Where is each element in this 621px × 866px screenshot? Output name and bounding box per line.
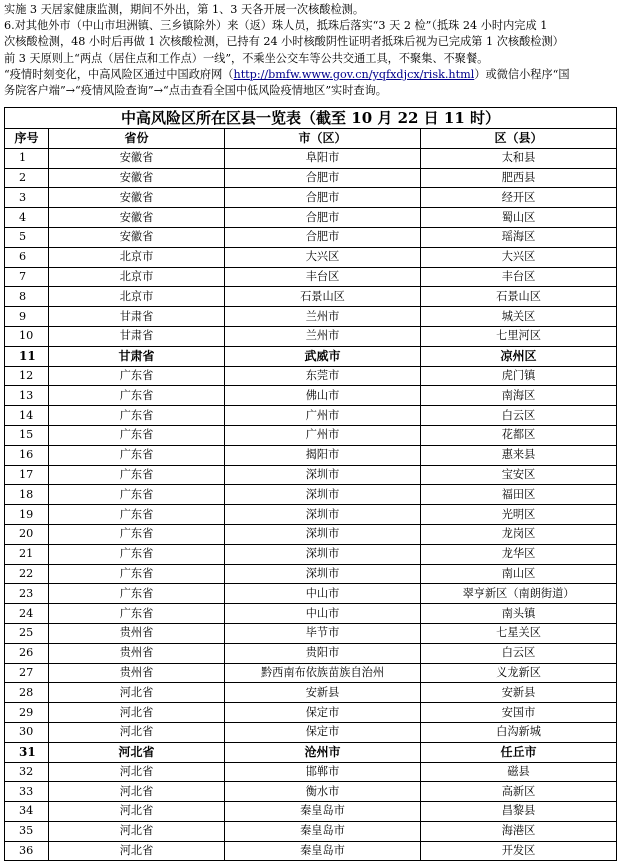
cell-province: 甘肃省 bbox=[49, 326, 225, 346]
cell-province: 贵州省 bbox=[49, 643, 225, 663]
cell-city: 深圳市 bbox=[225, 544, 421, 564]
cell-province: 广东省 bbox=[49, 604, 225, 624]
cell-index: 26 bbox=[5, 643, 49, 663]
cell-city: 毕节市 bbox=[225, 623, 421, 643]
cell-province: 北京市 bbox=[49, 267, 225, 287]
cell-district: 凉州区 bbox=[421, 346, 617, 366]
cell-district: 开发区 bbox=[421, 841, 617, 861]
cell-index: 29 bbox=[5, 703, 49, 723]
table-row bbox=[5, 227, 617, 247]
cell-district: 瑶海区 bbox=[421, 227, 617, 247]
cell-city: 深圳市 bbox=[225, 505, 421, 525]
cell-district: 蜀山区 bbox=[421, 208, 617, 228]
cell-province: 广东省 bbox=[49, 406, 225, 426]
cell-city: 广州市 bbox=[225, 406, 421, 426]
cell-index: 34 bbox=[5, 802, 49, 822]
cell-district: 石景山区 bbox=[421, 287, 617, 307]
table-row bbox=[5, 584, 617, 604]
table-body bbox=[5, 148, 617, 861]
cell-city: 深圳市 bbox=[225, 564, 421, 584]
cell-index: 32 bbox=[5, 762, 49, 782]
cell-province: 河北省 bbox=[49, 762, 225, 782]
cell-city: 丰台区 bbox=[225, 267, 421, 287]
cell-city: 合肥市 bbox=[225, 188, 421, 208]
table-row bbox=[5, 346, 617, 366]
cell-district: 南头镇 bbox=[421, 604, 617, 624]
cell-city: 安新县 bbox=[225, 683, 421, 703]
cell-province: 安徽省 bbox=[49, 168, 225, 188]
cell-province: 河北省 bbox=[49, 782, 225, 802]
cell-index: 11 bbox=[5, 346, 49, 366]
table-row bbox=[5, 485, 617, 505]
risk-query-link[interactable]: http://bmfw.www.gov.cn/yqfxdjcx/risk.html bbox=[233, 67, 475, 81]
table-row bbox=[5, 445, 617, 465]
cell-index: 9 bbox=[5, 307, 49, 327]
table-row bbox=[5, 386, 617, 406]
cell-city: 邯郸市 bbox=[225, 762, 421, 782]
cell-province: 河北省 bbox=[49, 722, 225, 742]
cell-city: 阜阳市 bbox=[225, 148, 421, 168]
cell-index: 20 bbox=[5, 524, 49, 544]
cell-index: 27 bbox=[5, 663, 49, 683]
header-province: 省份 bbox=[49, 129, 225, 149]
cell-district: 光明区 bbox=[421, 505, 617, 525]
cell-district: 白云区 bbox=[421, 406, 617, 426]
cell-province: 河北省 bbox=[49, 802, 225, 822]
cell-index: 14 bbox=[5, 406, 49, 426]
intro-text bbox=[4, 2, 616, 99]
cell-district: 安国市 bbox=[421, 703, 617, 723]
cell-city: 衡水市 bbox=[225, 782, 421, 802]
table-row bbox=[5, 604, 617, 624]
table-row bbox=[5, 168, 617, 188]
cell-index: 3 bbox=[5, 188, 49, 208]
cell-index: 2 bbox=[5, 168, 49, 188]
cell-index: 16 bbox=[5, 445, 49, 465]
cell-district: 高新区 bbox=[421, 782, 617, 802]
header-index: 序号 bbox=[5, 129, 49, 149]
table-row bbox=[5, 307, 617, 327]
cell-index: 8 bbox=[5, 287, 49, 307]
table-row bbox=[5, 683, 617, 703]
table-row bbox=[5, 564, 617, 584]
table-row bbox=[5, 663, 617, 683]
cell-city: 大兴区 bbox=[225, 247, 421, 267]
cell-district: 宝安区 bbox=[421, 465, 617, 485]
cell-district: 虎门镇 bbox=[421, 366, 617, 386]
cell-index: 19 bbox=[5, 505, 49, 525]
cell-district: 白沟新城 bbox=[421, 722, 617, 742]
table-row bbox=[5, 821, 617, 841]
cell-district: 经开区 bbox=[421, 188, 617, 208]
cell-province: 广东省 bbox=[49, 366, 225, 386]
cell-index: 15 bbox=[5, 425, 49, 445]
cell-province: 贵州省 bbox=[49, 623, 225, 643]
cell-district: 福田区 bbox=[421, 485, 617, 505]
cell-district: 龙岗区 bbox=[421, 524, 617, 544]
cell-index: 4 bbox=[5, 208, 49, 228]
cell-district: 惠来县 bbox=[421, 445, 617, 465]
cell-index: 6 bbox=[5, 247, 49, 267]
table-row bbox=[5, 287, 617, 307]
cell-province: 河北省 bbox=[49, 841, 225, 861]
cell-province: 广东省 bbox=[49, 465, 225, 485]
intro-line: 务院客户端”→“疫情风险查询”→“点击查看全国中低风险疫情地区”实时查询。 bbox=[4, 84, 387, 98]
cell-district: 白云区 bbox=[421, 643, 617, 663]
table-header-row bbox=[5, 129, 617, 149]
table-row bbox=[5, 722, 617, 742]
table-row bbox=[5, 524, 617, 544]
cell-index: 28 bbox=[5, 683, 49, 703]
cell-province: 河北省 bbox=[49, 683, 225, 703]
table-title-row bbox=[5, 108, 617, 129]
cell-province: 广东省 bbox=[49, 386, 225, 406]
cell-index: 31 bbox=[5, 742, 49, 762]
cell-index: 33 bbox=[5, 782, 49, 802]
cell-city: 合肥市 bbox=[225, 208, 421, 228]
cell-district: 花都区 bbox=[421, 425, 617, 445]
table-row bbox=[5, 762, 617, 782]
cell-province: 安徽省 bbox=[49, 208, 225, 228]
cell-city: 合肥市 bbox=[225, 168, 421, 188]
cell-province: 甘肃省 bbox=[49, 307, 225, 327]
cell-district: 磁县 bbox=[421, 762, 617, 782]
intro-line: 6.对其他外市（中山市坦洲镇、三乡镇除外）来（返）珠人员，抵珠后落实“3 天 2 检”（抵珠 24 小时内完成 1 bbox=[4, 19, 548, 33]
header-city: 市（区） bbox=[225, 129, 421, 149]
table-row bbox=[5, 544, 617, 564]
cell-city: 武威市 bbox=[225, 346, 421, 366]
cell-district: 大兴区 bbox=[421, 247, 617, 267]
cell-index: 36 bbox=[5, 841, 49, 861]
cell-city: 沧州市 bbox=[225, 742, 421, 762]
table-row bbox=[5, 366, 617, 386]
cell-province: 广东省 bbox=[49, 524, 225, 544]
cell-index: 5 bbox=[5, 227, 49, 247]
cell-province: 贵州省 bbox=[49, 663, 225, 683]
cell-index: 7 bbox=[5, 267, 49, 287]
cell-district: 肥西县 bbox=[421, 168, 617, 188]
cell-city: 合肥市 bbox=[225, 227, 421, 247]
cell-province: 广东省 bbox=[49, 564, 225, 584]
cell-province: 安徽省 bbox=[49, 148, 225, 168]
table-row bbox=[5, 267, 617, 287]
cell-city: 秦皇岛市 bbox=[225, 802, 421, 822]
cell-index: 18 bbox=[5, 485, 49, 505]
table-row bbox=[5, 782, 617, 802]
intro-line: 次核酸检测，48 小时后再做 1 次核酸检测，已持有 24 小时核酸阴性证明者抵珠后视为已完成第 1 次核酸检测） bbox=[4, 35, 564, 49]
cell-district: 龙华区 bbox=[421, 544, 617, 564]
cell-province: 河北省 bbox=[49, 703, 225, 723]
cell-index: 30 bbox=[5, 722, 49, 742]
cell-index: 13 bbox=[5, 386, 49, 406]
cell-district: 海港区 bbox=[421, 821, 617, 841]
cell-district: 太和县 bbox=[421, 148, 617, 168]
table-row bbox=[5, 623, 617, 643]
cell-district: 昌黎县 bbox=[421, 802, 617, 822]
cell-province: 河北省 bbox=[49, 742, 225, 762]
table-title: 中高风险区所在区县一览表（截至 10 月 22 日 11 时） bbox=[5, 108, 617, 129]
cell-province: 广东省 bbox=[49, 485, 225, 505]
cell-city: 广州市 bbox=[225, 425, 421, 445]
cell-district: 安新县 bbox=[421, 683, 617, 703]
cell-province: 广东省 bbox=[49, 425, 225, 445]
table-row bbox=[5, 188, 617, 208]
cell-city: 中山市 bbox=[225, 604, 421, 624]
cell-city: 东莞市 bbox=[225, 366, 421, 386]
table-row bbox=[5, 247, 617, 267]
table-row bbox=[5, 643, 617, 663]
cell-index: 1 bbox=[5, 148, 49, 168]
cell-city: 保定市 bbox=[225, 722, 421, 742]
cell-province: 北京市 bbox=[49, 287, 225, 307]
table-row bbox=[5, 148, 617, 168]
table-row bbox=[5, 425, 617, 445]
cell-province: 甘肃省 bbox=[49, 346, 225, 366]
cell-index: 10 bbox=[5, 326, 49, 346]
cell-city: 秦皇岛市 bbox=[225, 841, 421, 861]
cell-index: 21 bbox=[5, 544, 49, 564]
cell-province: 北京市 bbox=[49, 247, 225, 267]
cell-province: 广东省 bbox=[49, 445, 225, 465]
cell-city: 黔西南布依族苗族自治州 bbox=[225, 663, 421, 683]
cell-district: 丰台区 bbox=[421, 267, 617, 287]
cell-index: 22 bbox=[5, 564, 49, 584]
cell-city: 兰州市 bbox=[225, 326, 421, 346]
cell-city: 深圳市 bbox=[225, 485, 421, 505]
cell-city: 兰州市 bbox=[225, 307, 421, 327]
cell-index: 25 bbox=[5, 623, 49, 643]
table-row bbox=[5, 326, 617, 346]
cell-city: 秦皇岛市 bbox=[225, 821, 421, 841]
cell-index: 24 bbox=[5, 604, 49, 624]
cell-index: 35 bbox=[5, 821, 49, 841]
cell-district: 七里河区 bbox=[421, 326, 617, 346]
table-row bbox=[5, 505, 617, 525]
intro-line-with-link bbox=[4, 67, 616, 83]
cell-province: 安徽省 bbox=[49, 188, 225, 208]
risk-area-table bbox=[4, 107, 617, 861]
cell-city: 石景山区 bbox=[225, 287, 421, 307]
intro-line: 实施 3 天居家健康监测，期间不外出，第 1、3 天各开展一次核酸检测。 bbox=[4, 3, 365, 16]
table-row bbox=[5, 465, 617, 485]
cell-district: 义龙新区 bbox=[421, 663, 617, 683]
table-row bbox=[5, 208, 617, 228]
cell-province: 广东省 bbox=[49, 505, 225, 525]
table-row bbox=[5, 742, 617, 762]
cell-city: 贵阳市 bbox=[225, 643, 421, 663]
cell-province: 安徽省 bbox=[49, 227, 225, 247]
cell-district: 任丘市 bbox=[421, 742, 617, 762]
cell-city: 佛山市 bbox=[225, 386, 421, 406]
intro-text-span: ）或微信小程序“国 bbox=[474, 67, 570, 81]
cell-city: 深圳市 bbox=[225, 524, 421, 544]
header-district: 区（县） bbox=[421, 129, 617, 149]
cell-city: 保定市 bbox=[225, 703, 421, 723]
cell-district: 七星关区 bbox=[421, 623, 617, 643]
cell-city: 中山市 bbox=[225, 584, 421, 604]
cell-index: 17 bbox=[5, 465, 49, 485]
cell-district: 城关区 bbox=[421, 307, 617, 327]
cell-province: 广东省 bbox=[49, 584, 225, 604]
table-row bbox=[5, 841, 617, 861]
cell-province: 广东省 bbox=[49, 544, 225, 564]
table-row bbox=[5, 802, 617, 822]
cell-district: 翠亨新区（南朗街道） bbox=[421, 584, 617, 604]
cell-index: 12 bbox=[5, 366, 49, 386]
table-row bbox=[5, 703, 617, 723]
cell-province: 河北省 bbox=[49, 821, 225, 841]
cell-district: 南海区 bbox=[421, 386, 617, 406]
cell-city: 揭阳市 bbox=[225, 445, 421, 465]
cell-district: 南山区 bbox=[421, 564, 617, 584]
table-row bbox=[5, 406, 617, 426]
cell-index: 23 bbox=[5, 584, 49, 604]
intro-text-span: “疫情时刻变化，中高风险区通过中国政府网（ bbox=[4, 67, 234, 81]
cell-city: 深圳市 bbox=[225, 465, 421, 485]
intro-line: 前 3 天原则上“两点（居住点和工作点）一线”，不乘坐公交车等公共交通工具，不聚集、不聚餐。 bbox=[4, 51, 489, 65]
